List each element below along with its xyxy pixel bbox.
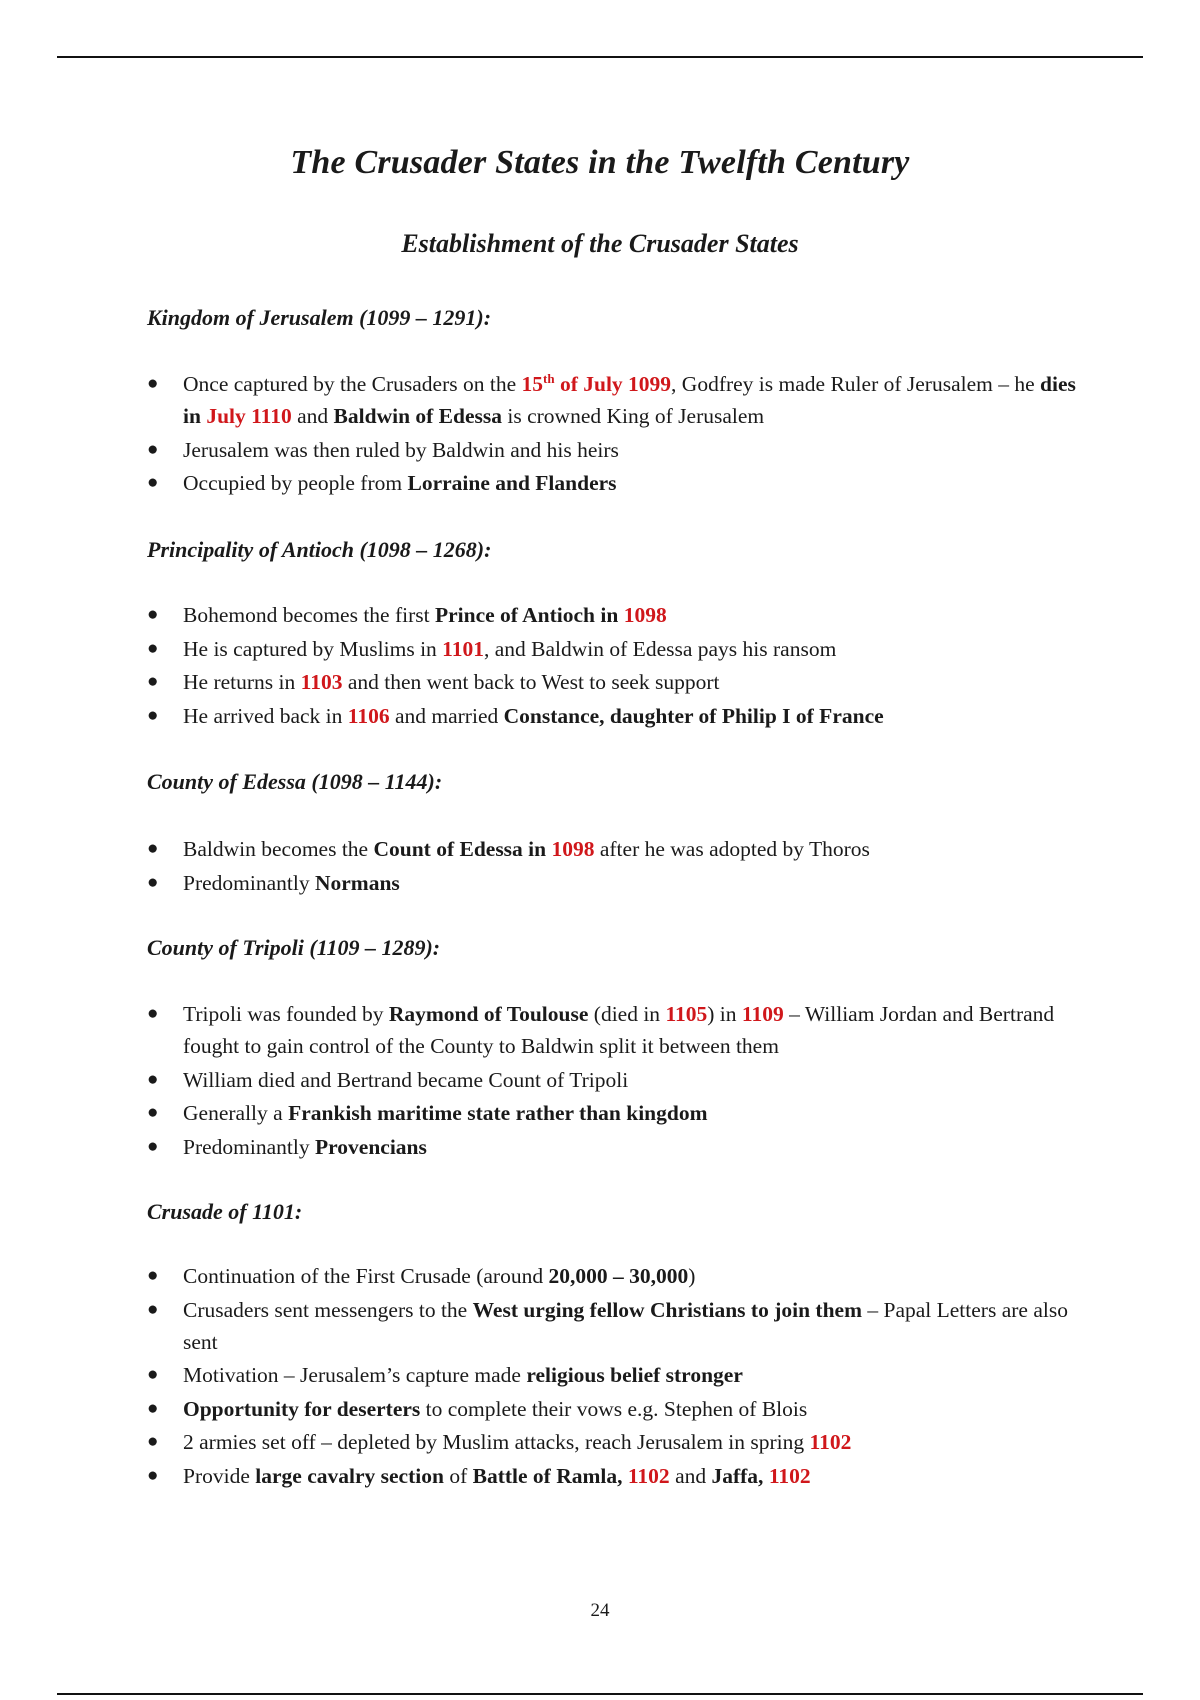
section-heading-jerusalem: Kingdom of Jerusalem (1099 – 1291): (147, 305, 492, 330)
crusade-1101-list (147, 1260, 1087, 1493)
list-item: ● Occupied by people from Lorraine and Flanders (147, 467, 1087, 499)
list-item: ● Bohemond becomes the first Prince of Antioch in 1098 (147, 599, 1087, 631)
list-item: ● William died and Bertrand became Count of Tripoli (147, 1064, 1087, 1096)
page-subtitle: Establishment of the Crusader States (401, 229, 799, 258)
bullet-icon: ● (147, 1397, 159, 1419)
list-item: ● Predominantly Normans (147, 867, 1087, 899)
bullet-icon: ● (147, 871, 159, 893)
list-item: ● Once captured by the Crusaders on the 15th of July 1099, Godfrey is made Ruler of Jerusalem – he dies in July 1110 and Baldwin of Edessa is crowned King of Jerusalem (147, 368, 1087, 432)
list-item: ● Baldwin becomes the Count of Edessa in 1098 after he was adopted by Thoros (147, 833, 1087, 865)
list-item: ● He arrived back in 1106 and married Constance, daughter of Philip I of France (147, 700, 1087, 732)
bullet-icon: ● (147, 472, 159, 493)
bullet-icon: ● (147, 1265, 159, 1286)
list-item: ● He is captured by Muslims in 1101, and Baldwin of Edessa pays his ransom (147, 633, 1087, 665)
tripoli-list (147, 998, 1087, 1164)
bullet-icon: ● (147, 671, 159, 692)
page-title: The Crusader States in the Twelfth Century (290, 144, 910, 181)
list-item: ● Generally a Frankish maritime state rather than kingdom (147, 1097, 1087, 1129)
list-item: ● Continuation of the First Crusade (around 20,000 – 30,000) (147, 1260, 1087, 1292)
bullet-icon: ● (147, 1135, 159, 1157)
list-item: ● Predominantly Provencians (147, 1131, 1087, 1163)
page-number: 24 (590, 1600, 610, 1621)
bullet-icon: ● (147, 1102, 159, 1123)
bullet-icon: ● (147, 1364, 159, 1385)
jerusalem-list (147, 368, 1087, 501)
list-item: ● Jerusalem was then ruled by Baldwin and his heirs (147, 434, 1087, 466)
list-item: ● Provide large cavalry section of Battle of Ramla, 1102 and Jaffa, 1102 (147, 1460, 1087, 1492)
bullet-icon: ● (147, 1003, 159, 1024)
top-rule (57, 56, 1143, 58)
section-heading-tripoli: County of Tripoli (1109 – 1289): (147, 935, 441, 960)
section-heading-edessa: County of Edessa (1098 – 1144): (147, 769, 443, 794)
list-item: ● Tripoli was founded by Raymond of Toulouse (died in 1105) in 1109 – William Jordan and Bertrand fought to gain control of the County to Baldwin split it between them (147, 998, 1087, 1062)
section-heading-crusade-1101: Crusade of 1101: (147, 1199, 303, 1224)
list-item: ● Crusaders sent messengers to the West urging fellow Christians to join them – Papal Letters are also sent (147, 1294, 1087, 1358)
bullet-icon: ● (147, 1464, 159, 1486)
bullet-icon: ● (147, 1068, 159, 1090)
list-item: ● 2 armies set off – depleted by Muslim attacks, reach Jerusalem in spring 1102 (147, 1426, 1087, 1458)
list-item: ● He returns in 1103 and then went back to West to seek support (147, 666, 1087, 698)
bullet-icon: ● (147, 704, 159, 726)
bullet-icon: ● (147, 838, 159, 859)
antioch-list (147, 599, 1087, 733)
list-item: ● Opportunity for deserters to complete their vows e.g. Stephen of Blois (147, 1393, 1087, 1425)
bullet-icon: ● (147, 604, 159, 625)
bullet-icon: ● (147, 1298, 159, 1320)
bullet-icon: ● (147, 1431, 159, 1452)
bullet-icon: ● (147, 373, 159, 394)
section-heading-antioch: Principality of Antioch (1098 – 1268): (147, 537, 492, 562)
bullet-icon: ● (147, 438, 159, 460)
edessa-list (147, 833, 1087, 900)
bottom-rule (57, 1693, 1143, 1695)
bullet-icon: ● (147, 637, 159, 659)
list-item: ● Motivation – Jerusalem’s capture made religious belief stronger (147, 1359, 1087, 1391)
